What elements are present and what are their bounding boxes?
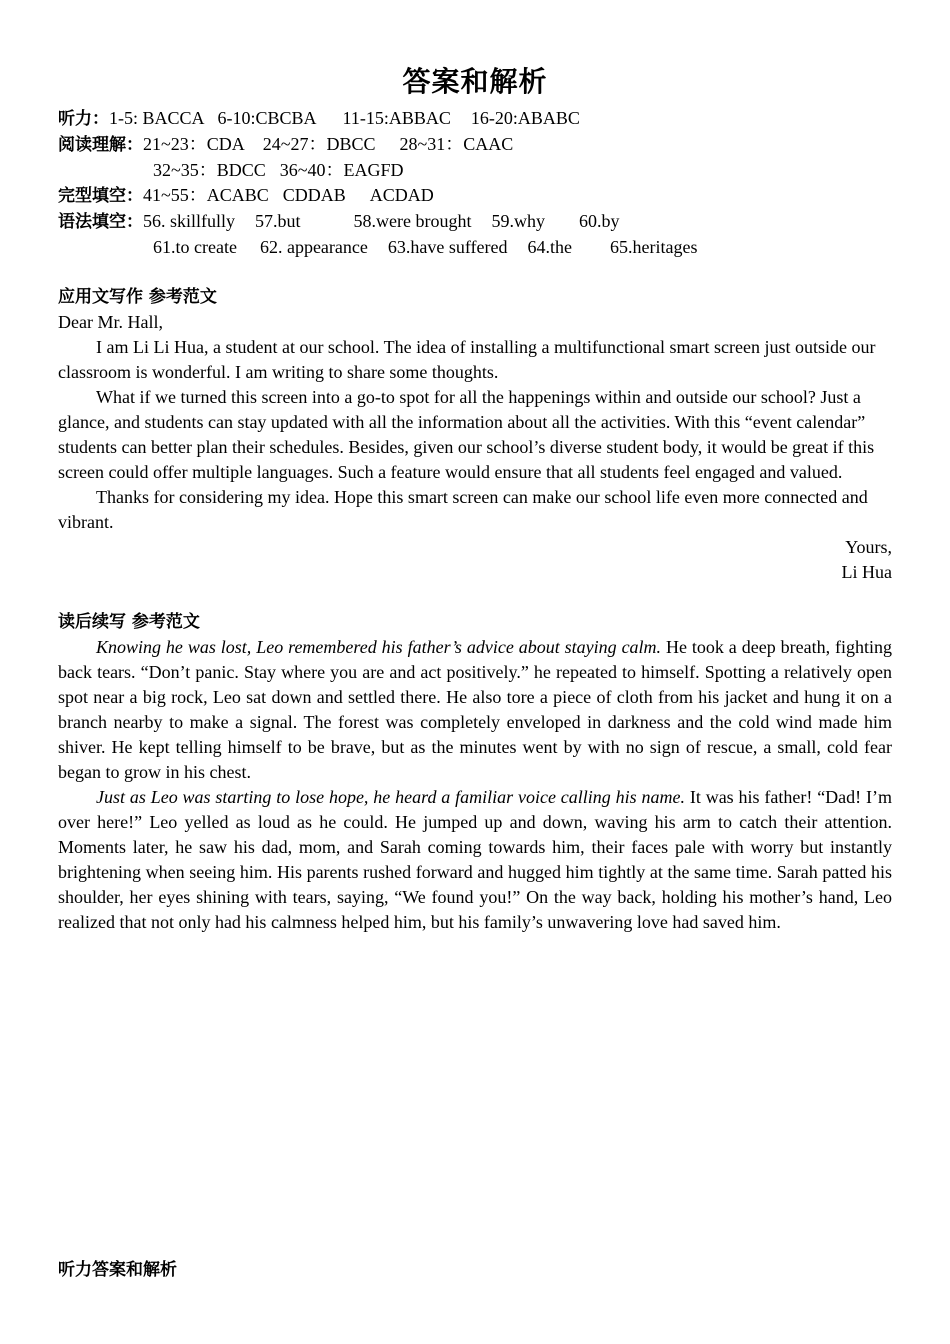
answer-item: 59.why	[491, 211, 545, 231]
story-body: It was his father! “Dad! I’m over here!” Leo yelled as loud as he could. He jumped up and down, waving his arm to catch their attention. Moments later, he saw his dad, mom, and Sarah coming towards him, their faces pale with worry but instantly brightening when seeing him. His parents rushed forward and hugged him tightly at the same time. Sarah patted his shoulder, her eyes shining with tears, saying, “We found you!” On the way back, holding his mother’s hand, Leo realized that not only had his calmness helped him, but his family’s unwavering love had saved him.	[58, 787, 892, 932]
answer-item: 56. skillfully	[143, 211, 236, 231]
answer-item: 62. appearance	[259, 237, 368, 257]
story-paragraph	[58, 785, 892, 935]
listening-label: 听力：	[58, 109, 109, 129]
reading-answers-line-1	[58, 132, 892, 158]
letter-salutation: Dear Mr. Hall,	[58, 312, 163, 332]
answer-item: 60.by	[579, 211, 620, 231]
grammar-answers-line-2	[58, 235, 892, 260]
answer-group: 32~35：BDCC	[153, 160, 266, 180]
letter-paragraph: Thanks for considering my idea. Hope this smart screen can make our school life even more connected and vibrant.	[58, 487, 868, 532]
answer-item: 58.were brought	[353, 211, 472, 231]
letter-paragraph: What if we turned this screen into a go-to spot for all the happenings within and outside our school? Just a glance, and students can stay updated with all the information about all the activities. With this “event calendar” students can better plan their schedules. Besides, given our school’s diverse student body, it would be great if this screen could offer multiple languages. Such a feature would ensure that all students feel engaged and valued.	[58, 387, 875, 482]
answer-item: 61.to create	[153, 237, 237, 257]
answer-group: 41~55：ACABC	[143, 185, 269, 205]
story-body: He took a deep breath, fighting back tears. “Don’t panic. Stay where you are and act positively.” he repeated to himself. Spotting a relatively open spot near a big rock, Leo sat down and settled there. He also tore a piece of cloth from his jacket and hung it on a branch nearby to make a signal. The forest was completely enveloped in darkness and the cold wind made him shiver. He kept telling himself to be brave, but as the minutes went by with no sign of rescue, a small, cold fear began to grow in his chest.	[58, 637, 892, 782]
answer-item: 65.heritages	[610, 237, 698, 257]
page-title: 答案和解析	[402, 65, 548, 98]
letter-closing: Yours,	[845, 537, 892, 557]
listening-section-heading: 听力答案和解析	[58, 1260, 177, 1280]
grammar-label: 语法填空：	[58, 212, 143, 232]
story-paragraph	[58, 635, 892, 785]
cloze-answers	[58, 183, 892, 209]
answer-item: 64.the	[527, 237, 573, 257]
answer-group: 28~31：CAAC	[399, 134, 514, 154]
answer-document	[58, 60, 892, 935]
listening-answers	[58, 106, 892, 132]
reading-label: 阅读理解：	[58, 135, 143, 155]
answer-group: 21~23：CDA	[143, 134, 245, 154]
story-lead-sentence: Knowing he was lost, Leo remembered his father’s advice about staying calm.	[96, 637, 662, 657]
continuation-heading: 读后续写 参考范文	[58, 612, 200, 632]
letter-signature: Li Hua	[841, 562, 892, 582]
answer-group: CDDAB	[282, 185, 346, 205]
cloze-label: 完型填空：	[58, 186, 143, 206]
answer-item: 63.have suffered	[387, 237, 508, 257]
grammar-answers-line-1	[58, 209, 892, 235]
reading-answers-line-2	[58, 158, 892, 183]
answer-group: 36~40：EAGFD	[279, 160, 404, 180]
writing-heading: 应用文写作 参考范文	[58, 287, 217, 307]
answer-group: 6-10:CBCBA	[217, 108, 317, 128]
story-lead-sentence: Just as Leo was starting to lose hope, he heard a familiar voice calling his name.	[96, 787, 685, 807]
answer-group: 1-5: BACCA	[109, 108, 205, 128]
answer-group: 11-15:ABBAC	[342, 108, 451, 128]
answer-item: 57.but	[255, 211, 301, 231]
answer-group: ACDAD	[369, 185, 434, 205]
answer-group: 16-20:ABABC	[470, 108, 580, 128]
answer-group: 24~27：DBCC	[262, 134, 376, 154]
letter-paragraph: I am Li Li Hua, a student at our school. The idea of installing a multifunctional smart screen just outside our classroom is wonderful. I am writing to share some thoughts.	[58, 337, 876, 382]
